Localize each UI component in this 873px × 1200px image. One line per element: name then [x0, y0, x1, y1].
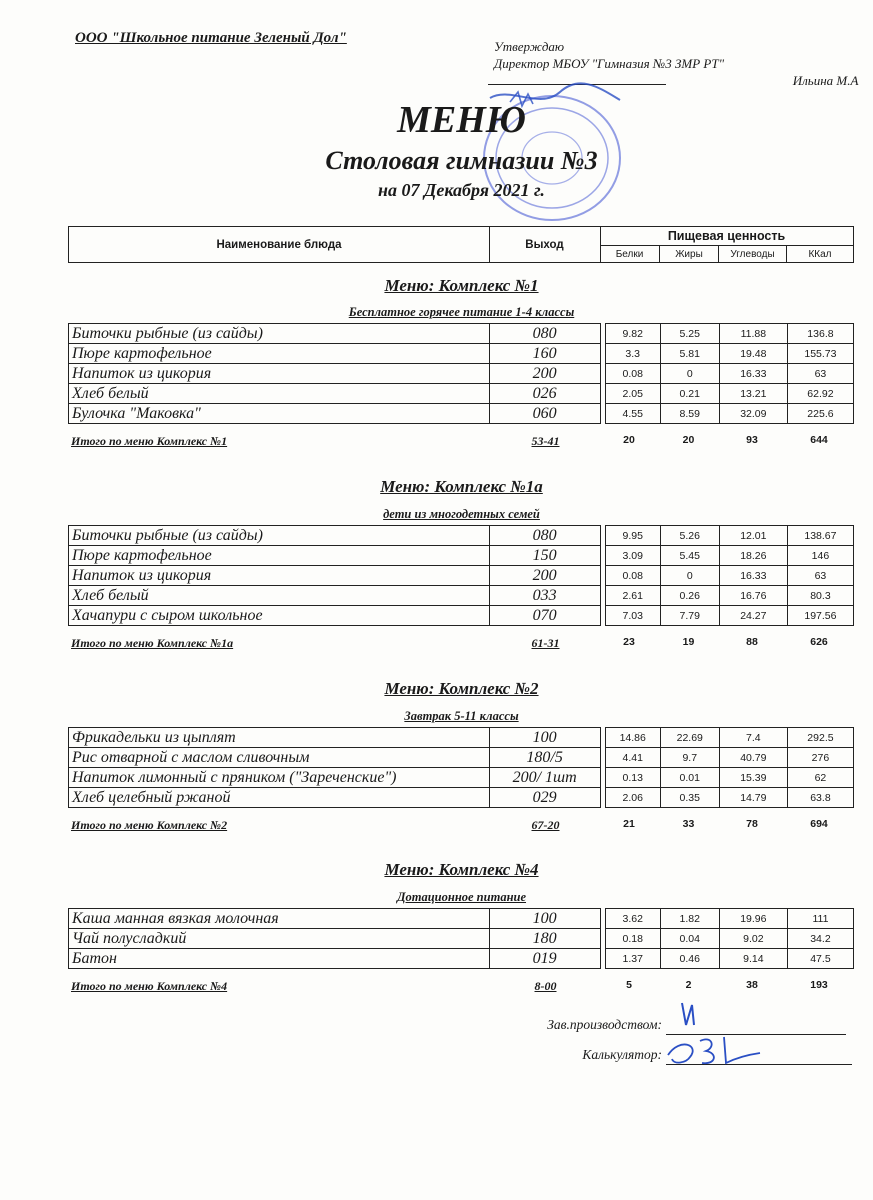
total-output: 61-31 [531, 636, 560, 650]
total-carbs: 38 [746, 979, 758, 991]
fat-value: 9.7 [660, 748, 719, 768]
total-output: 67-20 [531, 818, 560, 832]
fat-value: 0.01 [660, 768, 719, 788]
total-fat: 2 [685, 979, 692, 991]
calculator-label: Калькулятор: [582, 1047, 662, 1062]
dish-output: 150 [489, 546, 600, 566]
protein-value: 4.41 [605, 748, 660, 768]
header-fat: Жиры [660, 246, 719, 262]
protein-value: 2.06 [605, 788, 660, 808]
table-row [69, 909, 854, 929]
total-fat: 19 [682, 636, 695, 648]
section-total-row [68, 434, 854, 450]
total-output: 53-41 [531, 434, 560, 448]
kcal-value: 63 [787, 566, 853, 586]
dish-output: 033 [489, 586, 600, 606]
protein-value: 3.09 [605, 546, 660, 566]
dish-output: 029 [489, 788, 600, 808]
table-row [69, 384, 854, 404]
table-row [69, 344, 854, 364]
carbs-value: 9.14 [719, 949, 787, 969]
fat-value: 5.81 [660, 344, 719, 364]
header-kcal: ККал [808, 248, 832, 260]
table-row [69, 324, 854, 344]
carbs-value: 19.48 [719, 344, 787, 364]
table-row [69, 586, 854, 606]
dish-table [68, 525, 854, 626]
dish-name: Каша манная вязкая молочная [69, 909, 490, 929]
dish-output: 080 [489, 526, 600, 546]
column-header [68, 226, 854, 263]
production-label: Зав.производством: [547, 1017, 662, 1032]
dish-name: Напиток из цикория [69, 566, 490, 586]
kcal-value: 34.2 [787, 929, 853, 949]
protein-value: 14.86 [605, 728, 660, 748]
section-total-row [68, 818, 854, 834]
dish-name: Хлеб белый [69, 384, 490, 404]
kcal-value: 62 [787, 768, 853, 788]
dish-name: Хлеб белый [69, 586, 490, 606]
protein-value: 9.82 [605, 324, 660, 344]
canteen-name: Столовая гимназии №3 [325, 146, 598, 175]
dish-output: 160 [489, 344, 600, 364]
table-row [69, 364, 854, 384]
protein-value: 2.05 [605, 384, 660, 404]
carbs-value: 7.4 [719, 728, 787, 748]
carbs-value: 15.39 [719, 768, 787, 788]
table-row [69, 748, 854, 768]
menu-date: на 07 Декабря 2021 г. [378, 180, 545, 200]
fat-value: 5.26 [660, 526, 719, 546]
table-row [69, 606, 854, 626]
table-row [69, 728, 854, 748]
carbs-value: 11.88 [719, 324, 787, 344]
section-subtitle: Бесплатное горячее питание 1-4 классы [348, 305, 575, 319]
table-row [69, 949, 854, 969]
kcal-value: 138.67 [787, 526, 853, 546]
fat-value: 22.69 [660, 728, 719, 748]
kcal-value: 62.92 [787, 384, 853, 404]
dish-name: Пюре картофельное [69, 344, 490, 364]
protein-value: 0.13 [605, 768, 660, 788]
kcal-value: 197.56 [787, 606, 853, 626]
header-carbs: Углеводы [719, 246, 787, 262]
total-output: 8-00 [534, 979, 557, 993]
kcal-value: 80.3 [787, 586, 853, 606]
carbs-value: 16.33 [719, 364, 787, 384]
kcal-value: 276 [787, 748, 853, 768]
fat-value: 5.25 [660, 324, 719, 344]
fat-value: 0 [660, 364, 719, 384]
section-title: Меню: Комплекс №1 [384, 276, 539, 295]
carbs-value: 32.09 [719, 404, 787, 424]
total-label: Итого по меню Комплекс №1а [71, 636, 234, 650]
fat-value: 1.82 [660, 909, 719, 929]
section-subtitle: дети из многодетных семей [383, 507, 540, 521]
fat-value: 0.46 [660, 949, 719, 969]
kcal-value: 63 [787, 364, 853, 384]
header-dish: Наименование блюда [69, 227, 490, 262]
dish-table [68, 727, 854, 808]
carbs-value: 14.79 [719, 788, 787, 808]
approval-line1: Утверждаю [494, 39, 565, 54]
kcal-value: 47.5 [787, 949, 853, 969]
section-subtitle: Дотационное питание [396, 890, 527, 904]
dish-output: 060 [489, 404, 600, 424]
total-label: Итого по меню Комплекс №1 [71, 434, 228, 448]
total-protein: 5 [626, 979, 632, 991]
dish-output: 019 [489, 949, 600, 969]
dish-name: Пюре картофельное [69, 546, 490, 566]
total-kcal: 193 [810, 979, 828, 991]
carbs-value: 18.26 [719, 546, 787, 566]
fat-value: 0.35 [660, 788, 719, 808]
total-protein: 23 [623, 636, 635, 648]
protein-value: 3.62 [605, 909, 660, 929]
dish-name: Хлеб целебный ржаной [69, 788, 490, 808]
section-title: Меню: Комплекс №4 [384, 860, 539, 879]
dish-name: Биточки рыбные (из сайды) [69, 324, 490, 344]
kcal-value: 155.73 [787, 344, 853, 364]
table-row [69, 404, 854, 424]
dish-output: 200 [489, 364, 600, 384]
table-row [69, 546, 854, 566]
total-carbs: 78 [746, 818, 758, 830]
total-carbs: 88 [746, 636, 758, 648]
approval-line2: Директор МБОУ "Гимназия №3 ЗМР РТ" [494, 56, 725, 71]
total-fat: 33 [682, 818, 695, 830]
header-nutrition: Пищевая ценность [600, 227, 853, 246]
dish-output: 200 [489, 566, 600, 586]
dish-name: Булочка "Маковка" [69, 404, 490, 424]
carbs-value: 40.79 [719, 748, 787, 768]
handwritten-signature-icon [660, 985, 780, 1075]
dish-table [68, 908, 854, 969]
total-kcal: 626 [810, 636, 828, 648]
page-title: МЕНЮ [397, 99, 526, 141]
kcal-value: 225.6 [787, 404, 853, 424]
protein-value: 2.61 [605, 586, 660, 606]
total-label: Итого по меню Комплекс №4 [71, 979, 228, 993]
dish-output: 180/5 [489, 748, 600, 768]
protein-value: 0.08 [605, 364, 660, 384]
kcal-value: 292.5 [787, 728, 853, 748]
fat-value: 0.04 [660, 929, 719, 949]
dish-name: Фрикадельки из цыплят [69, 728, 490, 748]
fat-value: 8.59 [660, 404, 719, 424]
protein-value: 0.08 [605, 566, 660, 586]
total-kcal: 694 [810, 818, 828, 830]
carbs-value: 12.01 [719, 526, 787, 546]
carbs-value: 13.21 [719, 384, 787, 404]
table-row [69, 768, 854, 788]
protein-value: 0.18 [605, 929, 660, 949]
kcal-value: 136.8 [787, 324, 853, 344]
protein-value: 3.3 [605, 344, 660, 364]
dish-name: Чай полусладкий [69, 929, 490, 949]
total-kcal: 644 [810, 434, 828, 446]
dish-output: 180 [489, 929, 600, 949]
dish-name: Биточки рыбные (из сайды) [69, 526, 490, 546]
fat-value: 5.45 [660, 546, 719, 566]
dish-name: Хачапури с сыром школьное [69, 606, 490, 626]
carbs-value: 9.02 [719, 929, 787, 949]
carbs-value: 16.76 [719, 586, 787, 606]
protein-value: 7.03 [605, 606, 660, 626]
table-row [69, 929, 854, 949]
header-protein: Белки [600, 246, 660, 262]
dish-output: 080 [489, 324, 600, 344]
protein-value: 9.95 [605, 526, 660, 546]
protein-value: 4.55 [605, 404, 660, 424]
fat-value: 0 [660, 566, 719, 586]
kcal-value: 63.8 [787, 788, 853, 808]
kcal-value: 111 [787, 909, 853, 929]
section-subtitle: Завтрак 5-11 классы [404, 709, 519, 723]
carbs-value: 24.27 [719, 606, 787, 626]
dish-output: 200/ 1шт [489, 768, 600, 788]
total-protein: 20 [623, 434, 635, 446]
fat-value: 0.21 [660, 384, 719, 404]
dish-output: 026 [489, 384, 600, 404]
dish-table [68, 323, 854, 424]
table-row [69, 526, 854, 546]
protein-value: 1.37 [605, 949, 660, 969]
total-label: Итого по меню Комплекс №2 [71, 818, 228, 832]
header-output: Выход [489, 227, 601, 262]
dish-output: 070 [489, 606, 600, 626]
kcal-value: 146 [787, 546, 853, 566]
carbs-value: 16.33 [719, 566, 787, 586]
dish-name: Напиток из цикория [69, 364, 490, 384]
dish-output: 100 [489, 909, 600, 929]
total-fat: 20 [682, 434, 695, 446]
table-row [69, 566, 854, 586]
total-protein: 21 [623, 818, 635, 830]
dish-output: 100 [489, 728, 600, 748]
section-title: Меню: Комплекс №1а [380, 477, 543, 496]
fat-value: 7.79 [660, 606, 719, 626]
total-carbs: 93 [746, 434, 758, 446]
organization-name: ООО "Школьное питание Зеленый Дол" [75, 30, 347, 46]
table-row [69, 788, 854, 808]
carbs-value: 19.96 [719, 909, 787, 929]
section-total-row [68, 636, 854, 652]
director-name: Ильина М.А [792, 73, 859, 88]
dish-name: Батон [69, 949, 490, 969]
section-title: Меню: Комплекс №2 [384, 679, 539, 698]
dish-name: Напиток лимонный с пряником ("Зареченские") [69, 768, 490, 788]
fat-value: 0.26 [660, 586, 719, 606]
dish-name: Рис отварной с маслом сливочным [69, 748, 490, 768]
